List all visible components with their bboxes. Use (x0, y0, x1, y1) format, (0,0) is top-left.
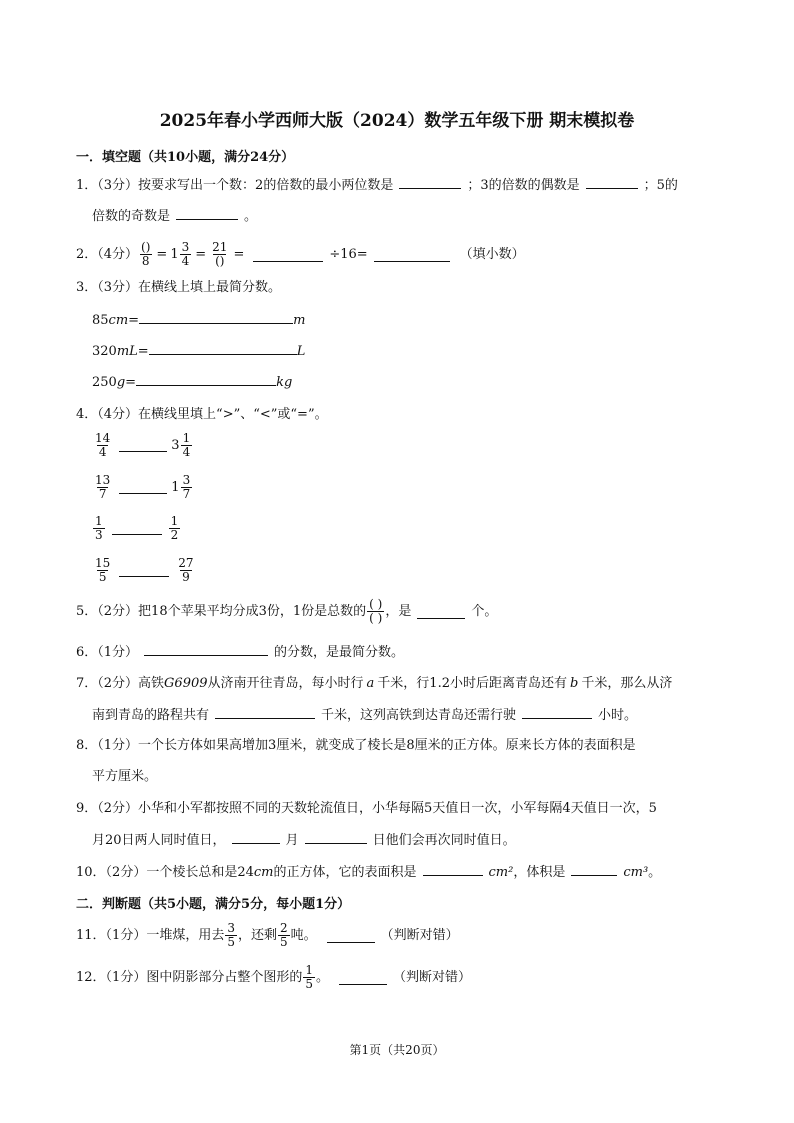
q7-var-b: b (569, 676, 579, 691)
q9-blank-1[interactable] (232, 829, 280, 844)
question-7-line-2 (92, 704, 637, 727)
q4-r2-a-den: 7 (98, 487, 107, 501)
q6-text-a: 6．（1分） (76, 645, 139, 660)
question-8-line-2: 平方厘米。 (92, 769, 158, 784)
q7-text-c: 千米，行1.2小时后距离青岛还有 (377, 676, 567, 691)
q11-text-c: 吨。 (290, 927, 317, 943)
question-1-line-1 (76, 174, 678, 197)
q11-text-a: 11．（1分）一堆煤，用去 (76, 927, 225, 943)
q10-blank-1[interactable] (423, 861, 483, 876)
q2-f2-den: () (215, 254, 225, 268)
q3-r1-leftunit: cm (108, 313, 129, 328)
question-7-line-1 (76, 673, 672, 695)
q2-blank-1[interactable] (253, 247, 323, 262)
q7-text-e: 南到青岛的路程共有 (92, 708, 210, 723)
q2-eq-3: = (233, 246, 245, 262)
q3-r3-blank[interactable] (136, 373, 276, 386)
question-9-line-1: 9．（2分）小华和小军都按照不同的天数轮流值日，小华每隔5天值日一次，小军每隔4天值日一次，5 (76, 801, 657, 816)
q6-text-b: 的分数，是最简分数。 (274, 645, 405, 660)
q4-r3-blank[interactable] (112, 533, 162, 535)
q2-prefix: 2．（4分） (76, 246, 139, 262)
q5-f-den: ( ) (369, 611, 383, 625)
section-1-heading: 一．填空题（共10小题，满分24分） (76, 150, 295, 165)
q12-f-den: 5 (305, 977, 313, 991)
q11-f1-den: 5 (227, 935, 235, 949)
q3-r1-unit: m (293, 313, 306, 328)
q7-blank-1[interactable] (215, 704, 315, 719)
q3-r3-left: 250 (92, 375, 117, 390)
q4-r1-blank[interactable] (119, 450, 167, 452)
q7-text-g: 小时。 (598, 708, 638, 723)
q2-blank-2[interactable] (374, 247, 450, 262)
q2-suffix: （填小数） (459, 246, 525, 262)
q10-text-b: 的正方体，它的表面积是 (273, 865, 417, 880)
q2-div: ÷16= (329, 246, 368, 262)
q1-text-e: 。 (244, 209, 258, 224)
question-10 (76, 861, 661, 884)
question-1-line-2 (92, 205, 257, 228)
q7-text-a: 7．（2分）高铁 (76, 676, 165, 691)
q4-row-4 (92, 557, 197, 584)
q4-r1-b-whole: 3 (171, 437, 180, 453)
q7-text-b: 从济南开往青岛，每小时行 (207, 676, 364, 691)
q4-r3-a-den: 3 (95, 528, 103, 542)
q10-unit2: cm² (488, 865, 514, 880)
question-9-line-2 (92, 829, 516, 852)
q4-r4-a-den: 5 (98, 570, 107, 584)
q1-blank-2[interactable] (586, 174, 638, 189)
q4-r1-a-num: 14 (95, 431, 111, 445)
q2-eq-1: = (156, 246, 168, 262)
q4-r1-a-den: 4 (98, 445, 107, 459)
q2-mixed-num: 3 (181, 240, 190, 254)
q3-r2-eq: = (137, 344, 149, 359)
q9-blank-2[interactable] (305, 829, 367, 844)
question-2 (76, 241, 525, 268)
question-8-line-1: 8．（1分）一个长方体如果高增加3厘米，就变成了棱长是8厘米的正方体。原来长方体的表面积是 (76, 738, 636, 753)
q11-text-b: ，还剩 (237, 927, 277, 943)
q2-fraction-1 (139, 241, 152, 268)
q1-text-d: 倍数的奇数是 (92, 209, 171, 224)
q2-mixed-whole: 1 (170, 246, 179, 262)
q4-r2-b-whole: 1 (171, 479, 180, 495)
q2-eq-2: = (195, 246, 207, 262)
q9-text-b: 月 (285, 833, 299, 848)
q1-blank-3[interactable] (176, 205, 238, 220)
q5-text-a: 5．（2分）把18个苹果平均分成3份，1份是总数的 (76, 603, 367, 619)
q7-text-f: 千米，这列高铁到达青岛还需行驶 (321, 708, 517, 723)
question-5 (76, 598, 497, 625)
q4-r4-a-num: 15 (95, 556, 111, 570)
q11-blank[interactable] (327, 928, 375, 943)
q7-text-d: 千米，那么从济 (581, 676, 673, 691)
q3-row-1 (92, 310, 305, 332)
q4-r3-a-num: 1 (95, 514, 103, 528)
q4-r4-b-den: 9 (182, 570, 190, 584)
q5-text-c: 个。 (471, 603, 498, 619)
q11-f1-num: 3 (227, 921, 235, 935)
q7-var-a: a (366, 676, 375, 691)
q11-f2-den: 5 (279, 935, 288, 949)
q5-fraction (367, 598, 384, 625)
q3-r1-left: 85 (92, 313, 109, 328)
section-2-heading: 二．判断题（共5小题，满分5分，每小题1分） (76, 897, 351, 912)
q10-edge: 24 (237, 865, 254, 880)
question-4-stem: 4．（4分）在横线里填上“>”、“<”或“=”。 (76, 407, 328, 422)
q10-text-c: ，体积是 (513, 865, 566, 880)
q2-fraction-2 (210, 241, 229, 268)
q3-r3-unit: kg (276, 375, 293, 390)
q11-text-d: （判断对错） (380, 927, 459, 943)
q1-text-a: 1．（3分）按要求写出一个数：2的倍数的最小两位数是 (76, 178, 394, 193)
q7-train: G6909 (164, 676, 208, 691)
q4-r2-b-num: 3 (182, 473, 191, 487)
q3-r2-leftunit: mL (116, 344, 138, 359)
q9-text-c: 日他们会再次同时值日。 (372, 833, 516, 848)
q3-r2-blank[interactable] (149, 342, 297, 355)
q2-f1-num: () (141, 240, 151, 254)
q4-r4-b-num: 27 (178, 556, 194, 570)
q4-row-1 (92, 432, 193, 459)
q9-text-a: 月20日两人同时值日， (92, 833, 226, 848)
q1-text-b: ；3的倍数的偶数是 (467, 178, 580, 193)
q10-text-d: 。 (648, 865, 662, 880)
q12-text-b: 。 (315, 969, 329, 985)
q12-f-num: 1 (305, 963, 313, 977)
q4-r3-b-num: 1 (170, 514, 179, 528)
q10-edgeunit: cm (253, 865, 274, 880)
q10-unit3: cm³ (623, 865, 649, 880)
page-footer: 第1页（共20页） (349, 1043, 445, 1057)
q3-r2-unit: L (296, 344, 306, 359)
q3-row-3 (92, 372, 292, 394)
q12-text-c: （判断对错） (392, 969, 471, 985)
q3-r1-blank[interactable] (139, 311, 293, 324)
q4-row-2 (92, 474, 193, 501)
q3-r2-left: 320 (92, 344, 117, 359)
question-3-stem: 3．（3分）在横线上填上最简分数。 (76, 280, 282, 295)
question-6 (76, 641, 404, 664)
q4-r2-a-num: 13 (95, 473, 111, 487)
q3-row-2 (92, 341, 305, 363)
q12-blank[interactable] (339, 970, 387, 985)
q3-r1-eq: = (128, 313, 140, 328)
q1-blank-1[interactable] (399, 174, 461, 189)
q4-r1-b-den: 4 (182, 445, 191, 459)
page-title: 2025年春小学西师大版（2024）数学五年级下册 期末模拟卷 (159, 111, 635, 131)
q4-row-3 (92, 515, 181, 542)
q7-blank-2[interactable] (522, 704, 592, 719)
q5-blank[interactable] (417, 604, 465, 619)
q2-mixed-number (170, 241, 192, 268)
q4-r3-b-den: 2 (170, 528, 179, 542)
question-11 (76, 922, 459, 949)
q2-mixed-den: 4 (181, 254, 190, 268)
q2-f1-den: 8 (141, 254, 150, 268)
q4-r4-blank[interactable] (119, 575, 169, 577)
question-12 (76, 964, 471, 991)
q1-text-c: ；5的 (643, 178, 678, 193)
q4-r2-b-den: 7 (182, 487, 191, 501)
q3-r3-leftunit: g (116, 375, 126, 390)
q12-text-a: 12．（1分）图中阴影部分占整个图形的 (76, 969, 303, 985)
q10-text-a: 10．（2分）一个棱长总和是 (76, 865, 238, 880)
q2-f2-num: 21 (212, 240, 228, 254)
q11-f2-num: 2 (279, 921, 288, 935)
q10-blank-2[interactable] (571, 861, 617, 876)
q4-r1-b-num: 1 (182, 431, 191, 445)
q6-blank[interactable] (144, 641, 268, 656)
q5-f-num: ( ) (369, 597, 383, 611)
q4-r2-blank[interactable] (119, 492, 167, 494)
q3-r3-eq: = (125, 375, 137, 390)
q5-text-b: ，是 (385, 603, 412, 619)
